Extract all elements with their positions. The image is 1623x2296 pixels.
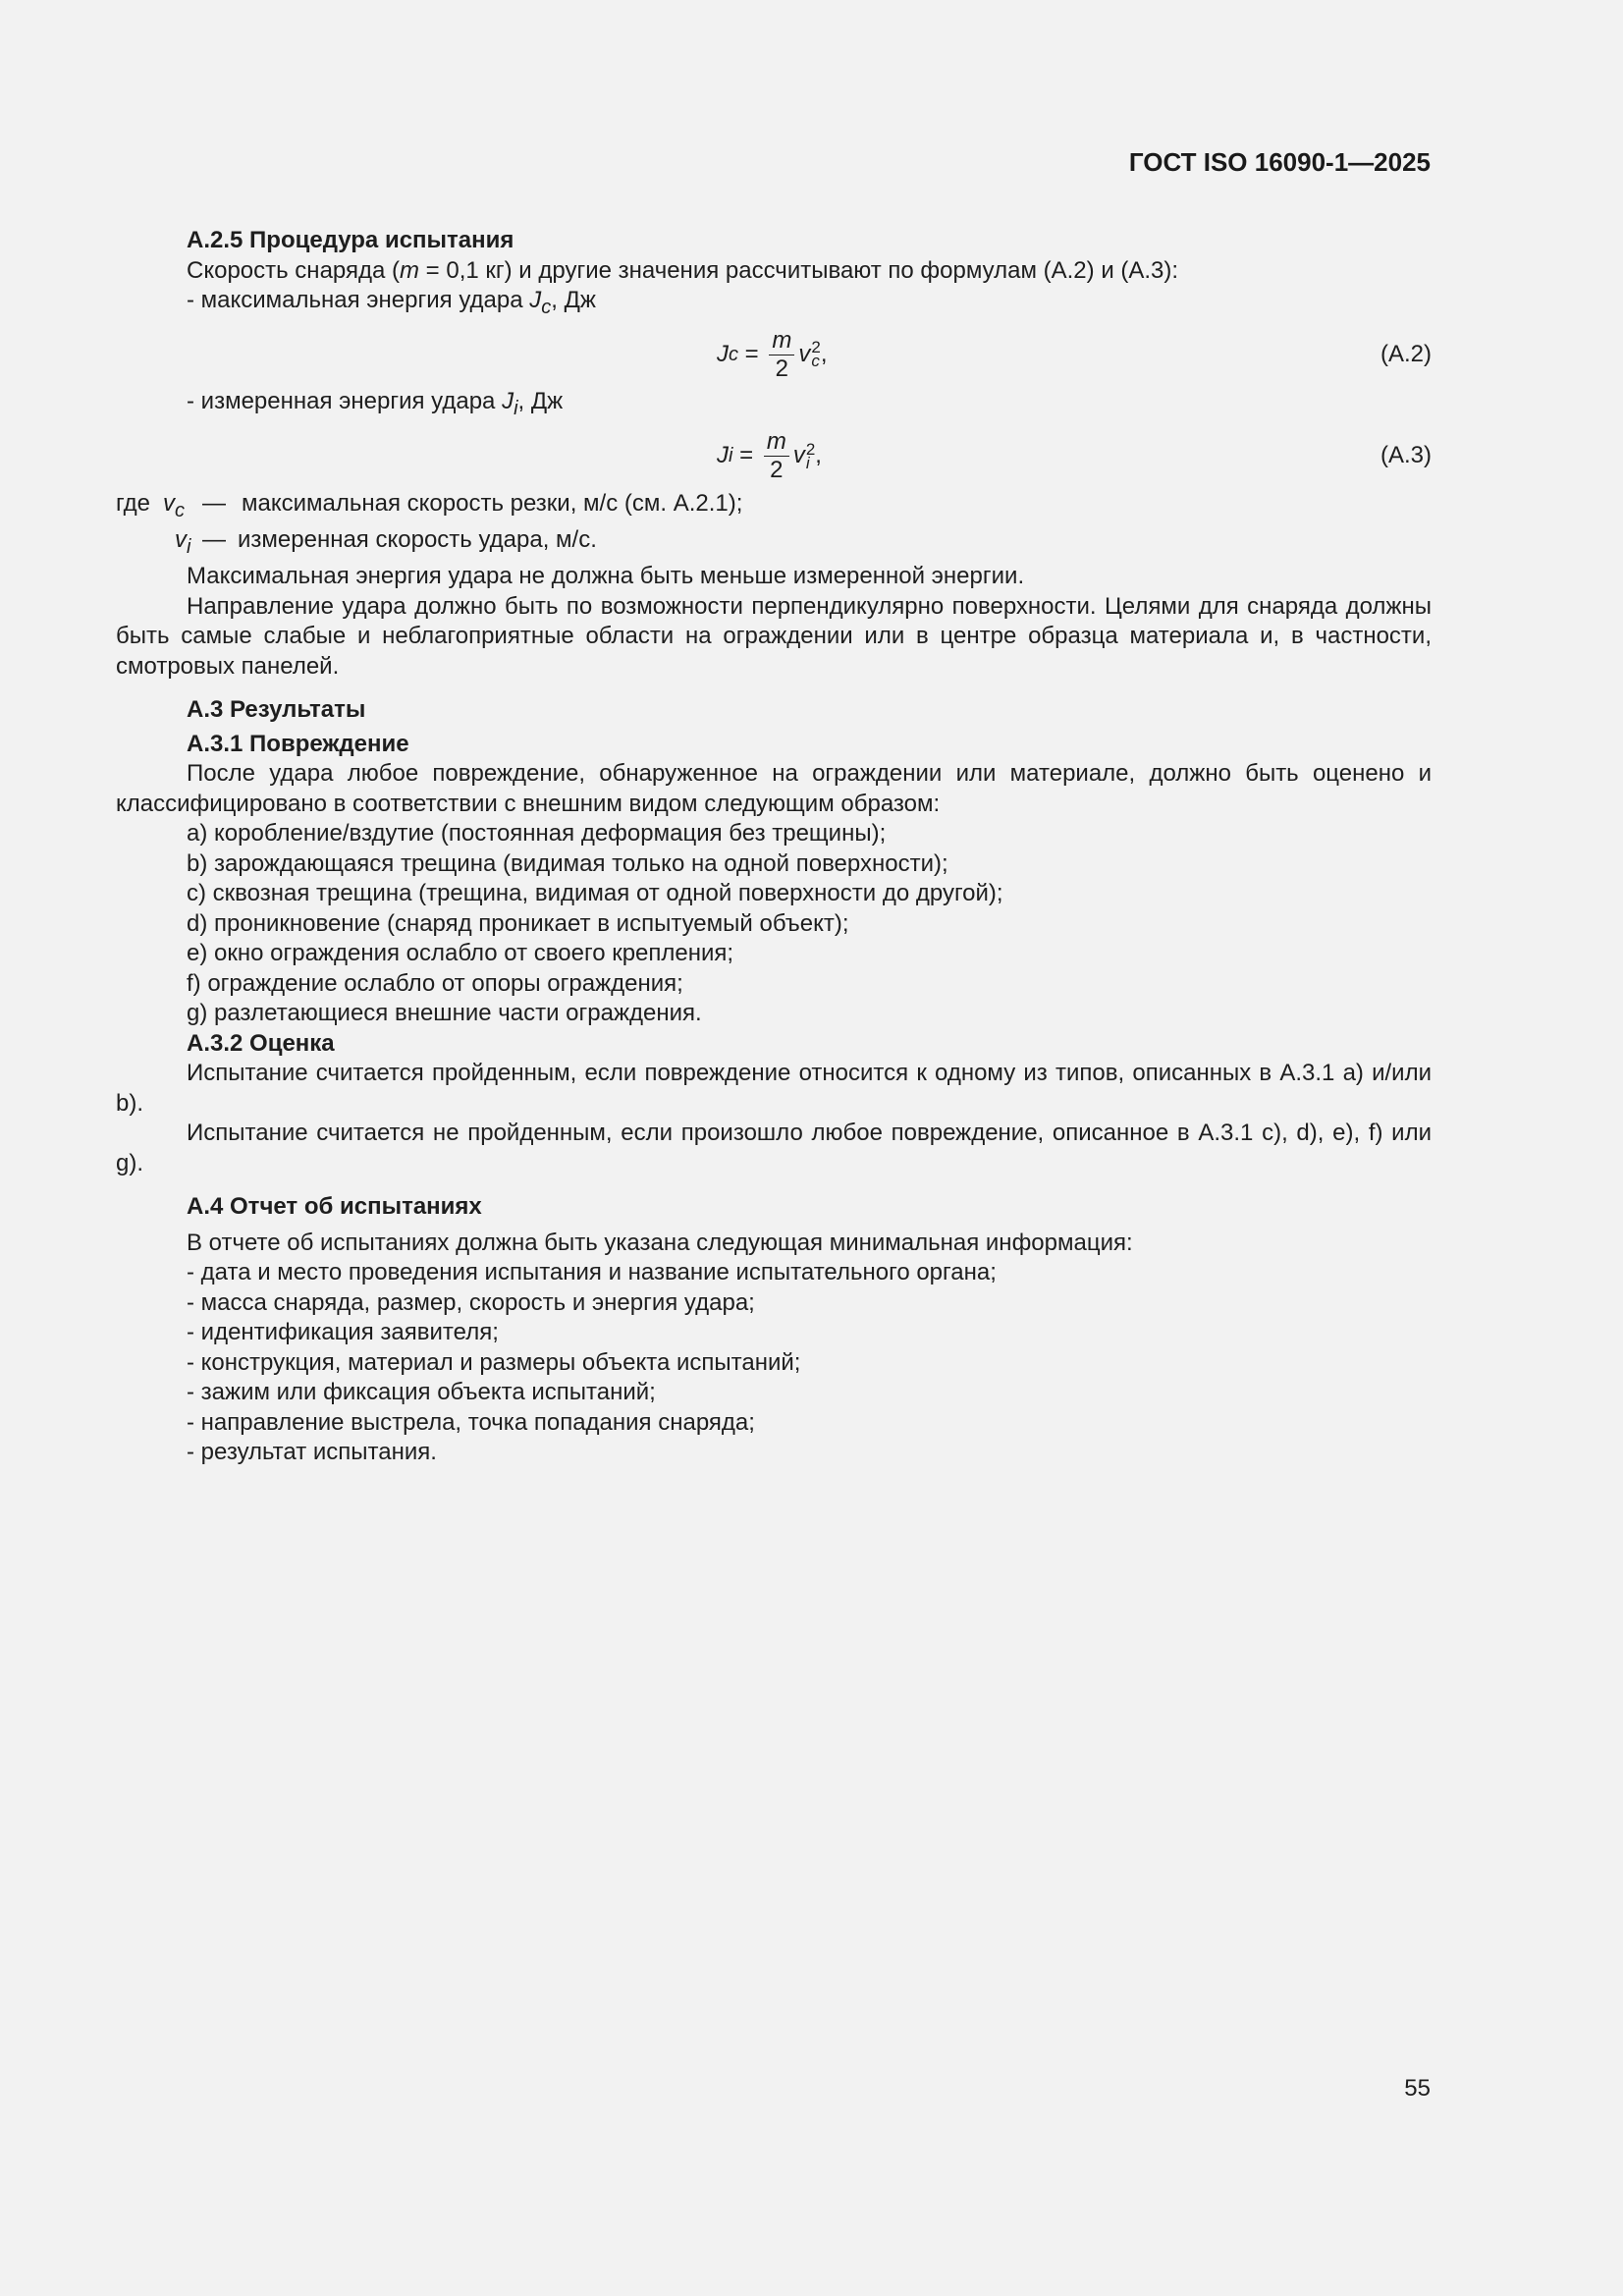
a25-paragraph-1: Максимальная энергия удара не должна быть меньше измеренной энергии. — [187, 563, 1025, 590]
a31-paragraph: После удара любое повреждение, обнаруженное на ограждении или материале, должно быть оценено и классифицировано в соответствии с внешним видом следующим образом: — [116, 760, 1432, 817]
formula-subscript: c — [811, 352, 820, 371]
equals-sign: = — [738, 341, 766, 368]
section-a3-title: А.3 Результаты — [187, 696, 366, 724]
page-number: 55 — [1404, 2075, 1431, 2102]
where-row-vi — [116, 525, 1432, 562]
formula-superscript: 2 — [805, 439, 816, 459]
formula-a2 — [116, 322, 1432, 387]
fraction — [764, 428, 789, 484]
section-a4-title: А.4 Отчет об испытаниях — [187, 1193, 482, 1221]
text-span: , Дж — [551, 287, 596, 313]
formula-subscript: i — [729, 445, 733, 467]
em-dash: — — [202, 525, 226, 553]
symbol-m: m — [400, 256, 419, 284]
damage-item-e: e) окно ограждения ослабло от своего крепления; — [187, 940, 734, 967]
damage-item-g: g) разлетающиеся внешние части ограждения. — [187, 1000, 702, 1027]
where-row-vc — [116, 489, 1432, 525]
text-span: , Дж — [517, 388, 564, 415]
damage-item-d: d) проникновение (снаряд проникает в испытуемый объект); — [187, 909, 849, 937]
symbol-sub: c — [175, 499, 185, 521]
em-dash: — — [202, 489, 226, 517]
sub-sup — [805, 439, 816, 472]
report-item: - масса снаряда, размер, скорость и энергия удара; — [187, 1288, 755, 1316]
formula-superscript: 2 — [811, 338, 821, 357]
section-a25-title: А.2.5 Процедура испытания — [187, 227, 514, 253]
report-item: - дата и место проведения испытания и название испытательного органа; — [187, 1259, 997, 1286]
symbol-j: J — [529, 287, 542, 313]
where-label: где — [116, 489, 151, 517]
symbol-v: v — [163, 489, 175, 517]
fraction-numerator: m — [764, 428, 789, 457]
text-span: = 0,1 кг) и другие значения рассчитывают по формулам (А.2) и (А.3): — [419, 256, 1179, 284]
text-span: - максимальная энергия удара — [187, 287, 530, 313]
page-content — [116, 226, 1432, 1468]
fraction-denominator: 2 — [775, 355, 789, 382]
fraction — [769, 327, 794, 383]
damage-item-c: c) сквозная трещина (трещина, видимая от одной поверхности до другой); — [187, 880, 1003, 907]
formula-subscript: i — [805, 453, 810, 472]
formula-symbol: v — [798, 341, 811, 368]
where-symbol — [175, 525, 202, 562]
formula-a3 — [116, 424, 1432, 489]
a25-paragraph-2: Направление удара должно быть по возможности перпендикулярно поверхности. Целями для снаряда должны быть самые слабые и неблагоприятные области на ограждении или в центре образца материала и, в частности, смотровых панелей. — [116, 592, 1432, 680]
a32-paragraph-2: Испытание считается не пройденным, если произошло любое повреждение, описанное в А.3.1 c), d), e), f) или g). — [116, 1120, 1432, 1176]
a4-intro: В отчете об испытаниях должна быть указана следующая минимальная информация: — [187, 1229, 1133, 1256]
fraction-numerator: m — [769, 327, 794, 355]
where-symbol — [163, 489, 202, 525]
equals-sign: = — [732, 442, 760, 469]
formula-a3-number: (А.3) — [1380, 442, 1432, 469]
document-code: ГОСТ ISO 16090-1—2025 — [1128, 147, 1431, 177]
symbol-j: J — [502, 388, 514, 415]
damage-item-b: b) зарождающаяся трещина (видимая только на одной поверхности); — [187, 849, 948, 877]
formula-comma: , — [815, 442, 822, 469]
symbol-sub: c — [541, 296, 552, 318]
sub-sup — [811, 338, 821, 371]
a25-line-max-energy — [116, 286, 1432, 322]
text-span: Скорость снаряда ( — [187, 256, 400, 284]
a32-paragraph-1: Испытание считается пройденным, если повреждение относится к одному из типов, описанных в А.3.1 a) и/или b). — [116, 1060, 1432, 1117]
report-item: - конструкция, материал и размеры объекта испытаний; — [187, 1348, 801, 1376]
fraction-denominator: 2 — [770, 457, 784, 484]
report-item: - результат испытания. — [187, 1439, 437, 1466]
formula-subscript: c — [729, 344, 738, 366]
formula-symbol: v — [792, 442, 805, 469]
a25-line-measured-energy — [116, 387, 1432, 423]
section-a31-title: А.3.1 Повреждение — [187, 730, 409, 757]
symbol-sub: i — [514, 398, 518, 420]
formula-symbol: J — [717, 442, 729, 469]
formula-symbol: J — [717, 341, 729, 368]
report-item: - зажим или фиксация объекта испытаний; — [187, 1379, 656, 1406]
report-item: - идентификация заявителя; — [187, 1319, 499, 1346]
where-text: максимальная скорость резки, м/с (см. А.2.1); — [242, 489, 743, 517]
a25-intro — [116, 256, 1432, 287]
damage-item-a: a) коробление/вздутие (постоянная деформация без трещины); — [187, 820, 887, 847]
symbol-sub: i — [187, 535, 191, 558]
formula-a2-expression — [717, 322, 828, 387]
text-span: - измеренная энергия удара — [187, 388, 503, 415]
section-a32-title: А.3.2 Оценка — [187, 1029, 335, 1057]
formula-a2-number: (А.2) — [1380, 341, 1432, 368]
damage-item-f: f) ограждение ослабло от опоры ограждения; — [187, 969, 683, 997]
where-text: измеренная скорость удара, м/с. — [238, 525, 597, 553]
formula-a3-expression — [717, 424, 822, 489]
symbol-v: v — [175, 525, 187, 553]
report-item: - направление выстрела, точка попадания снаряда; — [187, 1408, 755, 1436]
formula-comma: , — [820, 341, 828, 368]
